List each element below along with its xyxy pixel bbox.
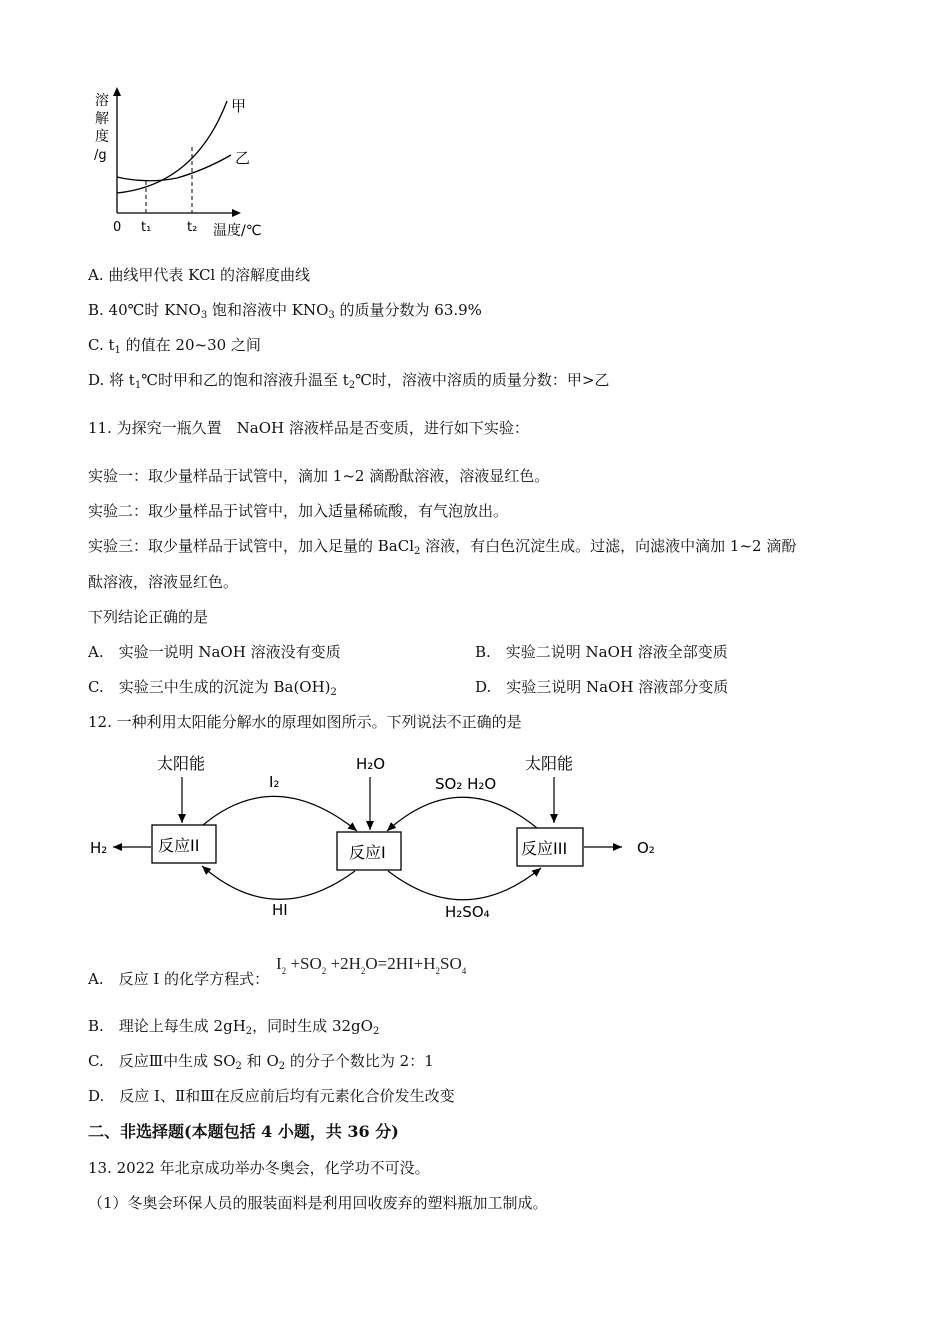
h2-label: H₂ bbox=[90, 839, 108, 857]
h2so4-flow-arrow bbox=[388, 868, 541, 900]
solubility-graph bbox=[85, 85, 285, 245]
hi-label: HI bbox=[272, 901, 288, 919]
xlabel: 温度/℃ bbox=[213, 223, 262, 239]
q11-exp3-cont: 酞溶液，溶液显红色。 bbox=[88, 573, 239, 591]
q12-option-a: A. 反应 I 的化学方程式： bbox=[88, 970, 270, 988]
ylabel-3: 度 bbox=[95, 129, 109, 145]
q11-exp1: 实验一：取少量样品于试管中，滴加 1~2 滴酚酞溶液，溶液显红色。 bbox=[88, 467, 550, 485]
box-reaction-i-label: 反应I bbox=[349, 843, 386, 862]
hi-flow-arrow bbox=[202, 866, 355, 899]
q11-exp3: 实验三：取少量样品于试管中，加入足量的 BaCl$_2$ 溶液，有白色沉淀生成。过滤，向滤液中滴加 1~2 滴酚 bbox=[88, 537, 797, 557]
origin-label: 0 bbox=[113, 220, 122, 235]
q11-option-a: A. 实验一说明 NaOH 溶液没有变质 bbox=[88, 643, 341, 661]
q13-stem: 13. 2022 年北京成功举办冬奥会，化学功不可没。 bbox=[88, 1159, 430, 1177]
y-axis-arrow bbox=[113, 87, 121, 96]
q12-option-b: B. 理论上每生成 $2gH_2$，同时生成 $32gO_2$ bbox=[88, 1017, 380, 1037]
q10-option-a: A. 曲线甲代表 KCl 的溶解度曲线 bbox=[88, 266, 310, 284]
q11-exp2: 实验二：取少量样品于试管中，加入适量稀硫酸，有气泡放出。 bbox=[88, 502, 509, 520]
ylabel-4: /g bbox=[94, 148, 107, 163]
q11-prompt: 下列结论正确的是 bbox=[88, 608, 209, 626]
curve-yi bbox=[117, 155, 231, 181]
q10-option-c: C. $t_1$ 的值在 20~30 之间 bbox=[88, 336, 261, 356]
i2-flow-arrow bbox=[203, 796, 357, 831]
ylabel-1: 溶 bbox=[95, 93, 109, 109]
q12-option-c: C. 反应Ⅲ中生成 $SO_2$ 和 $O_2$ 的分子个数比为 2：1 bbox=[88, 1052, 434, 1072]
box-reaction-iii-label: 反应III bbox=[521, 839, 568, 858]
q12-option-d: D. 反应 I、Ⅱ和Ⅲ在反应前后均有元素化合价发生改变 bbox=[88, 1087, 455, 1105]
o2-label: O₂ bbox=[637, 839, 655, 857]
so2-h2o-flow-arrow bbox=[387, 797, 537, 831]
q13-sub1: （1）冬奥会环保人员的服装面料是利用回收废弃的塑料瓶加工制成。 bbox=[88, 1194, 548, 1212]
curve-jia-label: 甲 bbox=[231, 97, 247, 115]
x-axis-arrow bbox=[232, 209, 241, 217]
q12-stem: 12. 一种利用太阳能分解水的原理如图所示。下列说法不正确的是 bbox=[88, 713, 522, 731]
so2-h2o-label: SO₂ H₂O bbox=[435, 775, 497, 793]
water-splitting-diagram bbox=[85, 745, 675, 930]
t2-label: t₂ bbox=[187, 220, 198, 235]
q12-option-a-equation: $I_2 +SO_2 +2H_2O=2HI+H_2SO_4$ bbox=[276, 954, 467, 976]
box-reaction-ii-label: 反应II bbox=[158, 836, 200, 855]
q10-option-d: D. 将 $t_1℃$时甲和乙的饱和溶液升温至 $t_2℃$时，溶液中溶质的质量分数：甲>乙 bbox=[88, 371, 610, 391]
water-top-label: H₂O bbox=[356, 755, 386, 773]
q11-option-b: B. 实验二说明 NaOH 溶液全部变质 bbox=[475, 643, 728, 661]
t1-label: t₁ bbox=[141, 220, 152, 235]
q10-option-b: B. 40℃时 $KNO_3$ 饱和溶液中 $KNO_3$ 的质量分数为 63.9% bbox=[88, 301, 482, 321]
h2so4-label: H₂SO₄ bbox=[445, 903, 490, 921]
q11-stem: 11. 为探究一瓶久置 NaOH 溶液样品是否变质，进行如下实验： bbox=[88, 419, 529, 437]
ylabel-2: 解 bbox=[95, 111, 109, 127]
section2-title: 二、非选择题(本题包括 4 小题，共 36 分) bbox=[88, 1122, 399, 1141]
curve-yi-label: 乙 bbox=[235, 149, 251, 167]
q11-option-c: C. 实验三中生成的沉淀为 $Ba(OH)_2$ bbox=[88, 678, 337, 698]
i2-label: I₂ bbox=[269, 773, 280, 791]
q11-option-d: D. 实验三说明 NaOH 溶液部分变质 bbox=[475, 678, 729, 696]
solar-right-label: 太阳能 bbox=[525, 754, 574, 773]
solar-left-label: 太阳能 bbox=[157, 754, 206, 773]
